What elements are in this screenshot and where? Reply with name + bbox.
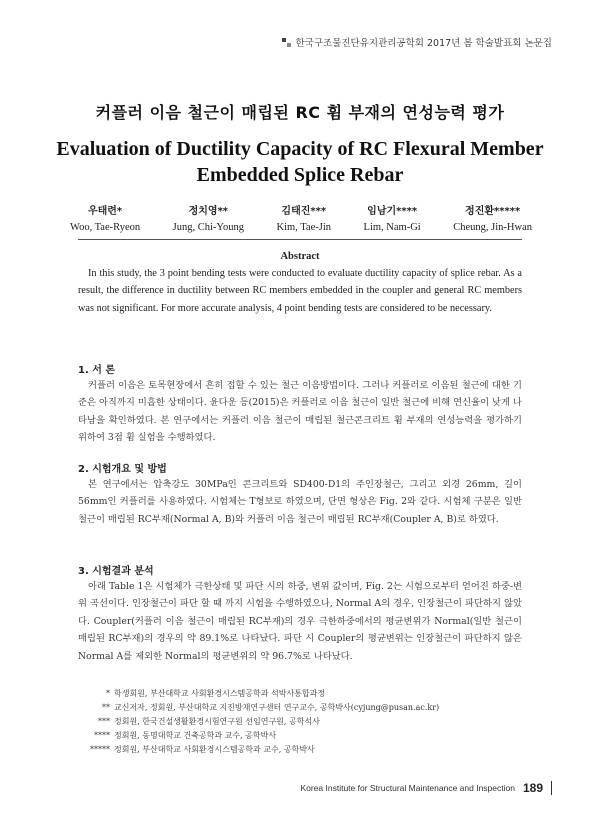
author-3 <box>277 202 331 233</box>
footnote-mark: ** <box>102 703 110 712</box>
section-heading-results: 3. 시험결과 분석 <box>78 566 154 577</box>
header-logo-icon <box>282 38 291 47</box>
divider-rule <box>78 239 522 240</box>
title-english <box>0 136 600 188</box>
footer-organization: Korea Institute for Structural Maintenance and Inspection <box>300 783 515 793</box>
section-text-method: 본 연구에서는 압축강도 30MPa인 콘크리트와 SD400-D1의 주인장철근, 그리고 외경 26mm, 길이 56mm인 커플러를 사용하였다. 시험체는 T형보로 하였으며, 단면 형상은 Fig. 2와 같다. 시험체 구분은 일반철근이 매립된 RC부재(Normal A, B)와 커플러 이음 철근이 매립된 RC부재(Coupler A, B)로 하였다. <box>78 479 522 525</box>
author-name-en: Lim, Nam-Gi <box>363 222 421 233</box>
footnote-text: 정회원, 부산대학교 사회환경시스템공학과 교수, 공학박사 <box>114 745 315 754</box>
author-list <box>70 202 532 233</box>
footnote-mark: **** <box>94 731 110 740</box>
footer-divider <box>551 781 552 795</box>
footnote <box>78 743 522 757</box>
footnote-text: 교신저자, 정회원, 부산대학교 지진방재연구센터 연구교수, 공학박사(cyjung@pusan.ac.kr) <box>114 703 440 712</box>
journal-header <box>282 35 552 49</box>
footnote <box>78 687 522 701</box>
section-heading-method: 2. 시험개요 및 방법 <box>78 464 167 475</box>
page-number: 189 <box>522 781 543 795</box>
author-name-en: Kim, Tae-Jin <box>276 222 331 233</box>
footnote <box>78 715 522 729</box>
footnote-text: 정회원, 동명대학교 건축공학과 교수, 공학박사 <box>114 731 277 740</box>
author-1 <box>70 202 140 233</box>
title-english-line2: Embedded Splice Rebar <box>196 164 404 186</box>
footnotes <box>78 687 522 757</box>
author-2 <box>173 202 244 233</box>
author-name-ko: 임남기**** <box>367 206 418 217</box>
footnote <box>78 701 522 715</box>
author-name-ko: 정진환***** <box>465 206 521 217</box>
footnote <box>78 729 522 743</box>
section-text-results: 아래 Table 1은 시험체가 극한상태 및 파단 시의 하중, 변위 값이며, Fig. 2는 시험으로부터 얻어진 하중-변위 곡선이다. 인장철근이 파단 할 때 까지 시험을 수행하였으나, Normal A의 경우, 인장철근이 파단하지 않았다. Coupler(커플러 이음 철근이 매립된 RC부재)의 경우 극한하중에서의 평균변위가 Normal(일반 철근이 매립된 RC부재)의 경우의 약 89.1%로 나타났다. 파단 시 Coupler의 평균변위는 인장철근이 파단하지 않은 Normal A를 제외한 Normal의 평균변위의 약 96.7%로 나타났다. <box>78 581 522 662</box>
footnote-mark: *** <box>98 717 110 726</box>
section-heading-intro: 1. 서 론 <box>78 365 116 376</box>
footnote-text: 정회원, 한국건설생활환경시험연구원 선임연구원, 공학석사 <box>114 717 320 726</box>
author-name-ko: 우태련* <box>87 206 123 217</box>
abstract-text: In this study, the 3 point bending tests were conducted to evaluate ductility capacity of splice rebar. As a result, the difference in ductility between RC members embedded in the coupler and general RC members was not significant. For more accurate analysis, 4 point bending tests are considered to be necessary. <box>78 268 522 314</box>
section-text-intro: 커플러 이음은 토목현장에서 흔히 접할 수 있는 철근 이음방법이다. 그러나 커플러로 이음된 철근에 대한 기준은 아직까지 미흡한 상태이다. 윤다운 등(2015)은 커플러로 이음 철근이 일반 철근에 비해 연신율이 낮게 나타남을 확인하였다. 본 연구에서는 커플러 이음 철근이 매립된 철근콘크리트 휨 부재의 연성능력을 평가하기 위하여 3점 휨 실험을 수행하였다. <box>78 380 522 444</box>
title-english-line1: Evaluation of Ductility Capacity of RC Flexural Member <box>56 138 544 160</box>
abstract-heading: Abstract <box>280 251 320 262</box>
footnote-mark: ***** <box>90 745 110 754</box>
journal-name: 한국구조물진단유지관리공학회 2017년 봄 학술발표회 논문집 <box>295 38 552 49</box>
page-footer <box>300 781 552 795</box>
author-name-ko: 김태진*** <box>281 206 327 217</box>
author-name-en: Cheung, Jin-Hwan <box>453 222 532 233</box>
author-name-ko: 정치영** <box>188 206 229 217</box>
footnote-mark: * <box>106 689 110 698</box>
author-5 <box>453 202 532 233</box>
author-4 <box>364 202 421 233</box>
footnote-text: 학생회원, 부산대학교 사회환경시스템공학과 석박사통합과정 <box>114 689 326 698</box>
author-name-en: Woo, Tae-Ryeon <box>70 222 141 233</box>
title-korean: 커플러 이음 철근이 매립된 RC 휨 부재의 연성능력 평가 <box>95 103 505 122</box>
author-name-en: Jung, Chi-Young <box>172 222 244 233</box>
